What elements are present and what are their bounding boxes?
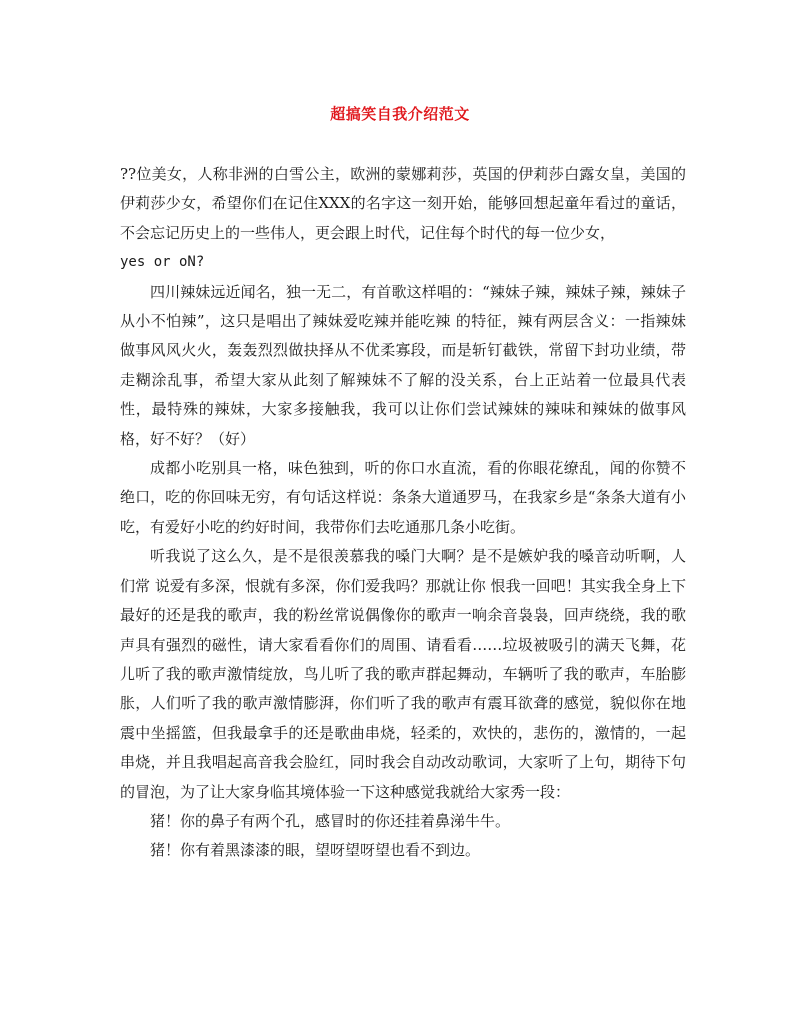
document-body: [120, 160, 686, 866]
paragraph-question: yes or oN?: [120, 254, 205, 271]
paragraph-lyric-2: 猪！你有着黑漆漆的眼，望呀望呀望也看不到边。: [150, 841, 481, 860]
document-title: 超搞笑自我介绍范文: [330, 105, 470, 123]
paragraph-lyric-1: 猪！你的鼻子有两个孔，感冒时的你还挂着鼻涕牛牛。: [150, 811, 511, 830]
paragraph-intro: ??位美女，人称非洲的白雪公主，欧洲的蒙娜莉莎，英国的伊莉莎白露女皇，美国的伊莉莎少女，希望你们在记住XXX的名字这一刻开始，能够回想起童年看过的童话，不会忘记历史上的一些伟人，更会跟上时代，记住每个时代的每一位少女，: [120, 165, 686, 242]
paragraph-sichuan: 四川辣妹远近闻名，独一无二，有首歌这样唱的：“辣妹子辣，辣妹子辣，辣妹子从小不怕辣”，这只是唱出了辣妹爱吃辣并能吃辣 的特征，辣有两层含义：一指辣妹做事风风火火，轰轰烈烈做抉择从不优柔寡段，而是斩钉截铁，常留下封功业绩，带走糊涂乱事，希望大家从此刻了解辣妹不了解的没关系，台上正站着一位最具代表性，最特殊的辣妹，大家多接触我，我可以让你们尝试辣妹的辣味和辣妹的做事风格，好不好？（好）: [120, 282, 686, 448]
paragraph-chengdu: 成都小吃别具一格，味色独到，听的你口水直流，看的你眼花缭乱，闻的你赞不绝口，吃的你回味无穷，有句话这样说：条条大道通罗马，在我家乡是“条条大道有小吃，有爱好小吃的约好时间，我带你们去吃通那几条小吃街。: [120, 459, 686, 536]
paragraph-singing: 听我说了这么久，是不是很羡慕我的嗓门大啊？是不是嫉妒我的嗓音动听啊，人们常 说爱有多深，恨就有多深，你们爱我吗？那就让你 恨我一回吧！其实我全身上下最好的还是我的歌声，我的粉丝常说偶像你的歌声一响余音袅袅，回声绕绕，我的歌声具有强烈的磁性，请大家看看你们的周围、请看看……垃圾被吸引的满天飞舞，花儿听了我的歌声激情绽放，鸟儿听了我的歌声群起舞动，车辆听了我的歌声，车胎膨胀，人们听了我的歌声激情膨湃，你们听了我的歌声有震耳欲聋的感觉，貌似你在地震中坐摇篮，但我最拿手的还是歌曲串烧，轻柔的，欢快的，悲伤的，激情的，一起串烧，并且我唱起高音我会脸红，同时我会自动改动歌词，大家听了上句，期待下句的冒泡，为了让大家身临其境体验一下这种感觉我就给大家秀一段：: [120, 547, 686, 801]
